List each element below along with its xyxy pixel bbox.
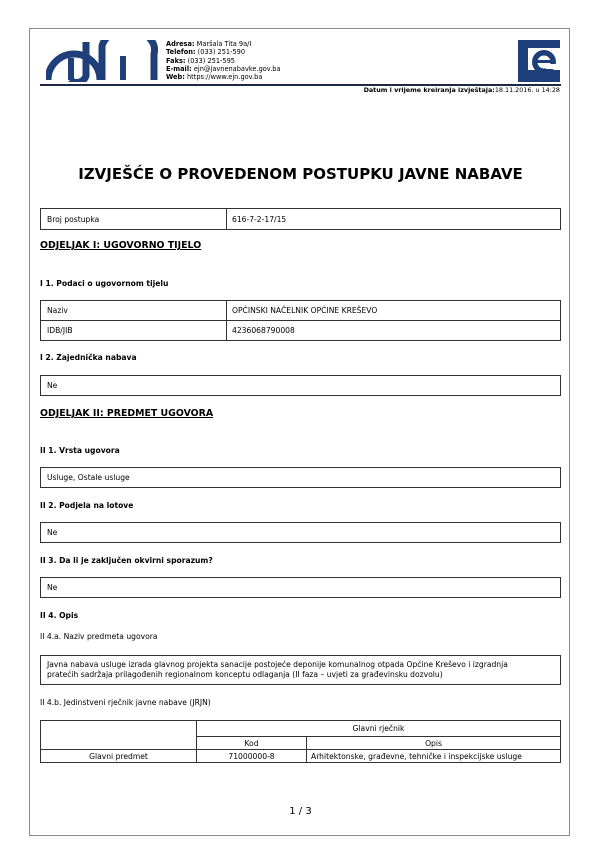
section-2-1-title: II 1. Vrsta ugovora — [40, 446, 120, 455]
procedure-value: 616-7-2-17/15 — [232, 214, 287, 224]
section-2-heading: ODJELJAK II: PREDMET UGOVORA — [40, 408, 214, 419]
address-value: Maršala Tita 9a/I — [196, 40, 252, 48]
procedure-number-row — [40, 208, 561, 230]
authority-name-value: OPĆINSKI NAČELNIK OPĆINE KREŠEVO — [232, 306, 378, 315]
page-frame — [29, 28, 570, 836]
section-2-4-title: II 4. Opis — [40, 611, 79, 620]
jrjn-row-code: 71000000-8 — [197, 750, 307, 763]
web-label: Web: — [166, 73, 185, 82]
authority-idb-row — [40, 320, 561, 341]
web-link[interactable]: https://www.ejn.gov.ba — [186, 73, 263, 82]
lots-value: Ne — [40, 522, 561, 543]
e-nabavke-logo-icon — [518, 40, 560, 82]
email-label: E-mail: — [166, 64, 192, 73]
contract-subject-line-1: Javna nabava usluge izrada glavnog projekta sanacije postojeće deponije komunalnog otpada Općine Kreševo i izgradnja — [47, 660, 508, 669]
section-2-3-title: II 3. Da li je zaključen okvirni sporazum? — [40, 556, 213, 565]
created-value: 18.11.2016. u 14:28 — [494, 86, 560, 94]
authority-idb-value: 4236068790008 — [232, 326, 295, 335]
report-created — [364, 86, 560, 94]
section-1-1-title: I 1. Podaci o ugovornom tijelu — [40, 279, 169, 288]
jrjn-desc-header: Opis — [307, 737, 561, 750]
contact-block — [166, 40, 281, 81]
phone-value: (033) 251-590 — [197, 48, 246, 57]
section-2-2-title: II 2. Podjela na lotove — [40, 501, 134, 510]
page-title: IZVJEŠĆE O PROVEDENOM POSTUPKU JAVNE NABAVE — [78, 165, 523, 183]
section-1-2-title: I 2. Zajednička nabava — [40, 353, 137, 362]
joint-procurement-value: Ne — [40, 375, 561, 396]
fax-label: Faks: — [166, 56, 186, 65]
section-1-heading: ODJELJAK I: UGOVORNO TIJELO — [40, 240, 202, 251]
section-2-4a-title: II 4.a. Naziv predmeta ugovora — [40, 632, 158, 641]
authority-name-label: Naziv — [41, 301, 227, 320]
jrjn-row-desc: Arhitektonske, građevne, tehničke i inspekcijske usluge — [307, 750, 561, 763]
contract-subject-line-2: pratećih sadržaja prilagođenih regionalnom konceptu odlaganja (II faza – uvjeti za građevinsku dozvolu) — [47, 670, 443, 679]
page-number: 1 / 3 — [289, 806, 312, 817]
section-2-4b-title: II 4.b. Jedinstveni rječnik javne nabave (JRJN) — [40, 698, 211, 707]
created-label: Datum i vrijeme kreiranja izvještaja: — [363, 86, 495, 94]
contract-subject-box — [40, 655, 561, 685]
fax-value: (033) 251-595 — [187, 56, 236, 65]
contract-type-value: Usluge, Ostale usluge — [40, 467, 561, 488]
address-label: Adresa: — [166, 40, 195, 48]
jrjn-row-label: Glavni predmet — [41, 750, 197, 763]
phone-label: Telefon: — [166, 48, 196, 57]
jrjn-table — [40, 720, 561, 763]
table-row — [41, 750, 561, 763]
framework-value: Ne — [40, 577, 561, 598]
jrjn-group-header: Glavni rječnik — [197, 721, 561, 737]
jrjn-code-header: Kod — [197, 737, 307, 750]
ejn-logo-icon — [46, 40, 158, 82]
jrjn-empty-header — [41, 721, 197, 750]
procedure-label: Broj postupka — [41, 209, 227, 229]
authority-idb-label: IDB/JIB — [41, 321, 227, 340]
table-row — [41, 721, 561, 737]
authority-name-row — [40, 300, 561, 321]
email-link[interactable]: ejn@javnenabavke.gov.ba — [193, 64, 281, 73]
